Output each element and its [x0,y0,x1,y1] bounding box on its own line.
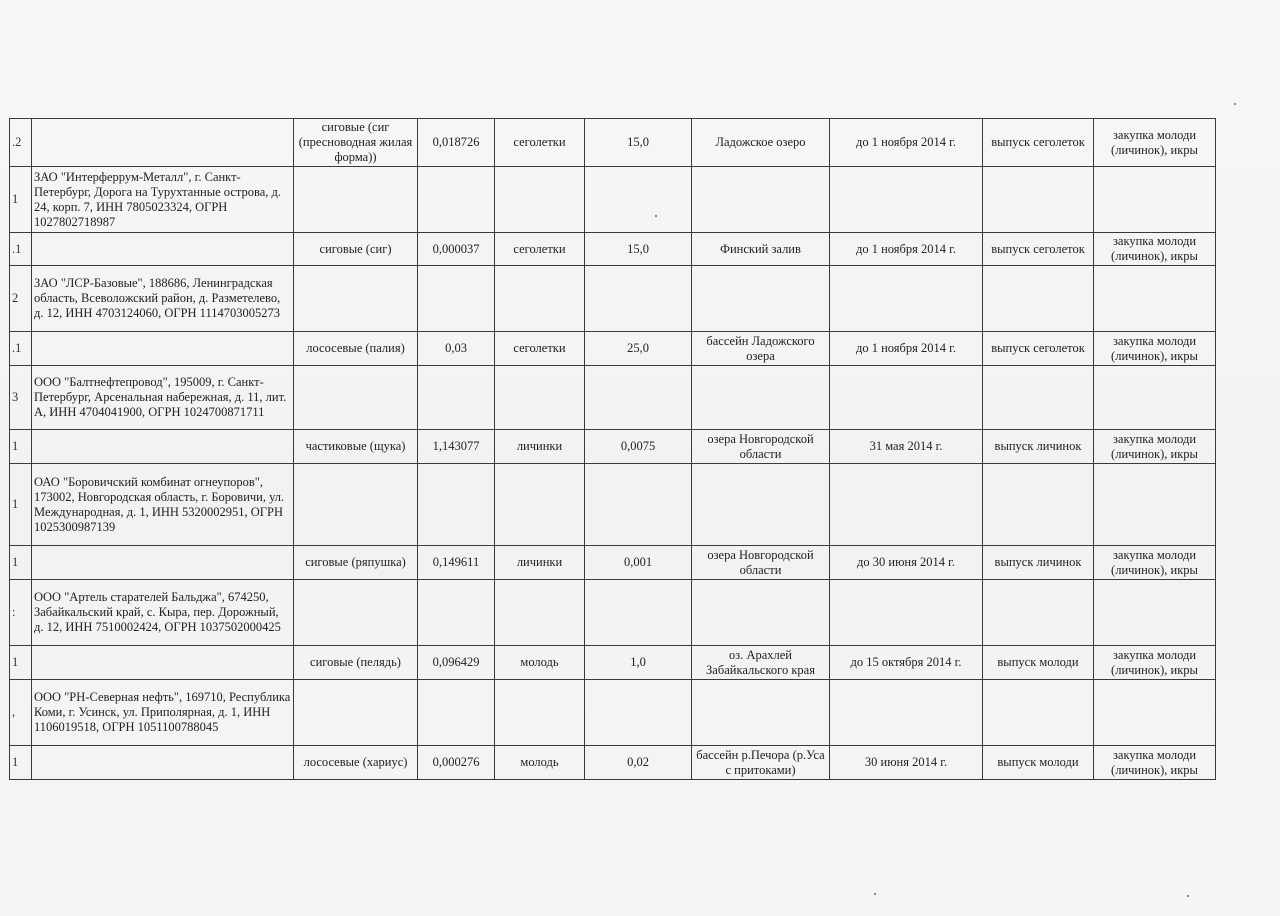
row-number: 1 [10,430,32,464]
method-cell: выпуск личинок [983,546,1094,580]
species-cell: сиговые (сиг) [294,233,418,266]
species-cell: сиговые (пелядь) [294,646,418,680]
organization-cell: ООО "Артель старателей Бальджа", 674250, Забайкальский край, с. Кыра, пер. Дорожный, д. 12, ИНН 7510002424, ОГРН 1037502000425 [32,580,294,646]
table-row-org [10,366,1216,430]
empty-cell [294,266,418,332]
empty-cell [495,366,585,430]
empty-cell [294,464,418,546]
row-number: 1 [10,464,32,546]
stocking-table [9,118,1216,780]
scan-speck [655,215,657,217]
empty-cell [692,366,830,430]
empty-cell [32,546,294,580]
stage-cell: сеголетки [495,233,585,266]
table-row-data [10,546,1216,580]
empty-cell [830,680,983,746]
source-cell: закупка молоди (личинок), икры [1094,119,1216,167]
table-row-org [10,580,1216,646]
amount-cell: 0,018726 [418,119,495,167]
species-cell: лососевые (палия) [294,332,418,366]
stage-cell: молодь [495,646,585,680]
organization-cell: ЗАО "ЛСР-Базовые", 188686, Ленинградская область, Всеволожский район, д. Разметелево, д. 12, ИНН 4703124060, ОГРН 1114703005273 [32,266,294,332]
organization-cell: ОАО "Боровичский комбинат огнеупоров", 173002, Новгородская область, г. Боровичи, ул. Международная, д. 1, ИНН 5320002951, ОГРН 1025300987139 [32,464,294,546]
empty-cell [418,266,495,332]
empty-cell [830,366,983,430]
table-row-data [10,332,1216,366]
row-number: 1 [10,546,32,580]
stage-cell: личинки [495,430,585,464]
empty-cell [294,167,418,233]
weight-cell: 15,0 [585,233,692,266]
empty-cell [585,167,692,233]
row-number: 1 [10,646,32,680]
location-cell: Финский залив [692,233,830,266]
empty-cell [830,464,983,546]
row-number: .1 [10,332,32,366]
row-number: : [10,580,32,646]
method-cell: выпуск молоди [983,646,1094,680]
species-cell: частиковые (щука) [294,430,418,464]
deadline-cell: до 1 ноября 2014 г. [830,332,983,366]
weight-cell: 0,02 [585,746,692,780]
empty-cell [495,464,585,546]
empty-cell [32,119,294,167]
empty-cell [32,430,294,464]
empty-cell [418,167,495,233]
stage-cell: молодь [495,746,585,780]
amount-cell: 0,000276 [418,746,495,780]
empty-cell [495,580,585,646]
source-cell: закупка молоди (личинок), икры [1094,546,1216,580]
row-number: , [10,680,32,746]
empty-cell [585,580,692,646]
source-cell: закупка молоди (личинок), икры [1094,332,1216,366]
deadline-cell: до 30 июня 2014 г. [830,546,983,580]
table-row-data [10,119,1216,167]
empty-cell [418,366,495,430]
weight-cell: 25,0 [585,332,692,366]
weight-cell: 1,0 [585,646,692,680]
stage-cell: сеголетки [495,332,585,366]
organization-cell: ООО "Балтнефтепровод", 195009, г. Санкт-Петербург, Арсенальная набережная, д. 11, лит. А, ИНН 4704041900, ОГРН 1024700871711 [32,366,294,430]
source-cell: закупка молоди (личинок), икры [1094,233,1216,266]
empty-cell [983,266,1094,332]
table-row-org [10,266,1216,332]
empty-cell [418,464,495,546]
empty-cell [495,266,585,332]
row-number: 1 [10,167,32,233]
deadline-cell: 30 июня 2014 г. [830,746,983,780]
empty-cell [495,167,585,233]
empty-cell [983,464,1094,546]
empty-cell [1094,167,1216,233]
table-row-data [10,233,1216,266]
row-number: 3 [10,366,32,430]
empty-cell [1094,366,1216,430]
method-cell: выпуск сеголеток [983,119,1094,167]
empty-cell [294,580,418,646]
deadline-cell: до 1 ноября 2014 г. [830,233,983,266]
empty-cell [32,646,294,680]
source-cell: закупка молоди (личинок), икры [1094,430,1216,464]
empty-cell [294,680,418,746]
weight-cell: 15,0 [585,119,692,167]
scan-speck [874,893,876,895]
row-number: 2 [10,266,32,332]
stage-cell: сеголетки [495,119,585,167]
empty-cell [1094,464,1216,546]
deadline-cell: до 15 октября 2014 г. [830,646,983,680]
amount-cell: 0,096429 [418,646,495,680]
organization-cell: ЗАО "Интерферрум-Металл", г. Санкт-Петербург, Дорога на Турухтанные острова, д. 24, корп. 7, ИНН 7805023324, ОГРН 1027802718987 [32,167,294,233]
empty-cell [418,580,495,646]
empty-cell [1094,580,1216,646]
empty-cell [32,332,294,366]
empty-cell [692,464,830,546]
row-number: .1 [10,233,32,266]
empty-cell [692,167,830,233]
empty-cell [983,167,1094,233]
empty-cell [983,366,1094,430]
method-cell: выпуск сеголеток [983,233,1094,266]
table-row-org [10,167,1216,233]
empty-cell [983,680,1094,746]
method-cell: выпуск личинок [983,430,1094,464]
amount-cell: 1,143077 [418,430,495,464]
location-cell: озера Новгородской области [692,430,830,464]
species-cell: сиговые (сиг (пресноводная жилая форма)) [294,119,418,167]
empty-cell [1094,266,1216,332]
empty-cell [585,266,692,332]
amount-cell: 0,03 [418,332,495,366]
location-cell: Ладожское озеро [692,119,830,167]
empty-cell [32,233,294,266]
organization-cell: ООО "РН-Северная нефть", 169710, Республика Коми, г. Усинск, ул. Приполярная, д. 1, ИНН 1106019518, ОГРН 1051100788045 [32,680,294,746]
table-row-data [10,746,1216,780]
deadline-cell: 31 мая 2014 г. [830,430,983,464]
row-number: 1 [10,746,32,780]
amount-cell: 0,149611 [418,546,495,580]
empty-cell [830,167,983,233]
empty-cell [692,580,830,646]
empty-cell [692,266,830,332]
method-cell: выпуск сеголеток [983,332,1094,366]
location-cell: оз. Арахлей Забайкальского края [692,646,830,680]
table-row-data [10,646,1216,680]
weight-cell: 0,0075 [585,430,692,464]
table-row-data [10,430,1216,464]
empty-cell [692,680,830,746]
scan-speck [1234,103,1236,105]
empty-cell [294,366,418,430]
table-row-org [10,464,1216,546]
method-cell: выпуск молоди [983,746,1094,780]
empty-cell [830,580,983,646]
amount-cell: 0,000037 [418,233,495,266]
empty-cell [1094,680,1216,746]
scan-speck [1187,895,1189,897]
location-cell: бассейн р.Печора (р.Уса с притоками) [692,746,830,780]
empty-cell [983,580,1094,646]
row-number: .2 [10,119,32,167]
empty-cell [418,680,495,746]
empty-cell [32,746,294,780]
species-cell: лососевые (хариус) [294,746,418,780]
weight-cell: 0,001 [585,546,692,580]
empty-cell [585,464,692,546]
location-cell: бассейн Ладожского озера [692,332,830,366]
deadline-cell: до 1 ноября 2014 г. [830,119,983,167]
source-cell: закупка молоди (личинок), икры [1094,746,1216,780]
empty-cell [830,266,983,332]
empty-cell [585,680,692,746]
empty-cell [585,366,692,430]
stage-cell: личинки [495,546,585,580]
source-cell: закупка молоди (личинок), икры [1094,646,1216,680]
species-cell: сиговые (ряпушка) [294,546,418,580]
empty-cell [495,680,585,746]
table-row-org [10,680,1216,746]
location-cell: озера Новгородской области [692,546,830,580]
